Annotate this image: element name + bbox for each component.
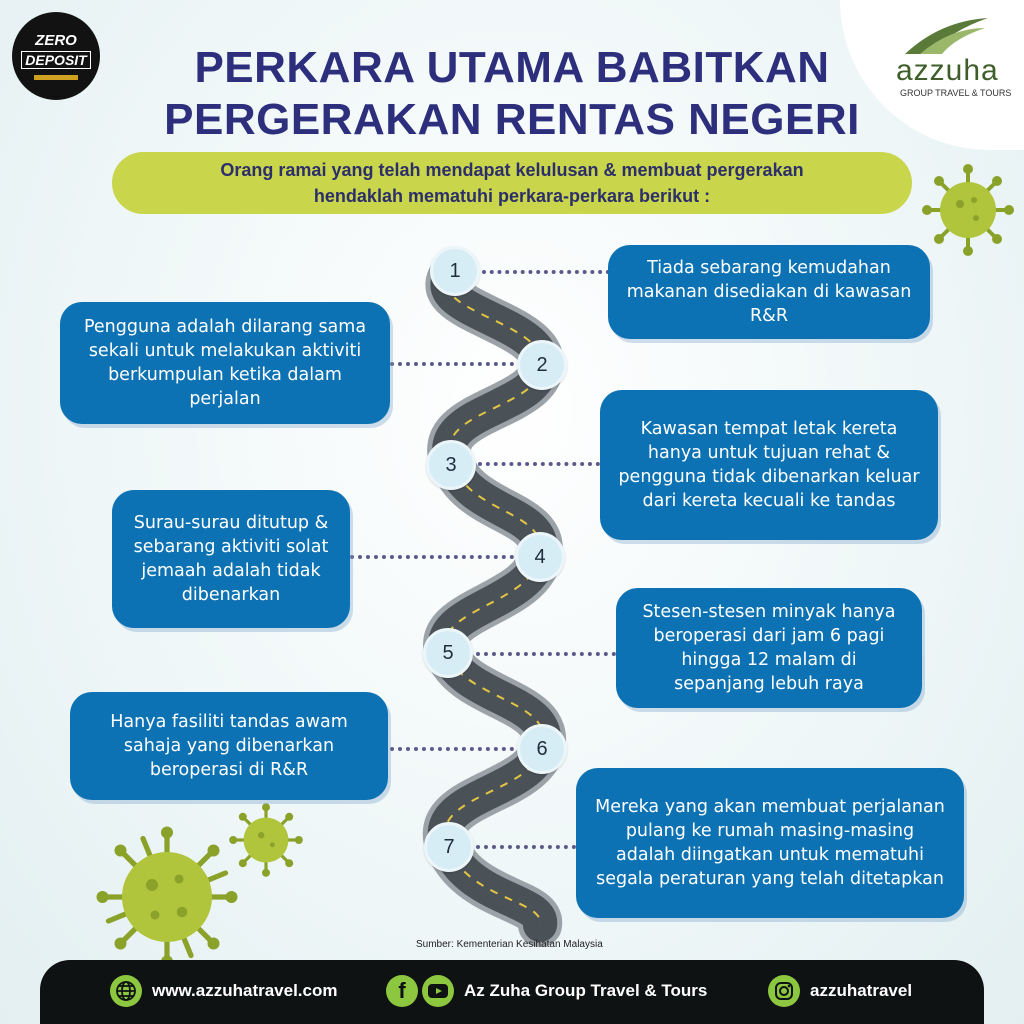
badge-line1: ZERO <box>35 32 77 49</box>
connector-2 <box>390 362 514 366</box>
source-note: Sumber: Kementerian Kesihatan Malaysia <box>416 939 603 950</box>
title-line-2: PERGERAKAN RENTAS NEGERI <box>164 95 860 144</box>
logo-tagline: GROUP TRAVEL & TOURS <box>900 88 1012 98</box>
step-number-7: 7 <box>424 822 474 872</box>
step-card-5: Stesen-stesen minyak hanya beroperasi dari jam 6 pagi hingga 12 malam di sepanjang lebuh raya <box>616 588 922 708</box>
step-card-3: Kawasan tempat letak kereta hanya untuk tujuan rehat & pengguna tidak dibenarkan keluar dari kereta kecuali ke tandas <box>600 390 938 540</box>
step-card-4: Surau-surau ditutup & sebarang aktiviti solat jemaah adalah tidak dibenarkan <box>112 490 350 628</box>
instagram-icon <box>768 975 800 1007</box>
step-number-4: 4 <box>515 532 565 582</box>
youtube-icon <box>422 975 454 1007</box>
step-number-2: 2 <box>517 340 567 390</box>
footer-social[interactable] <box>386 975 707 1007</box>
badge-line2: DEPOSIT <box>21 51 90 69</box>
connector-4 <box>350 555 514 559</box>
subtitle-text: Orang ramai yang telah mendapat kelulusan & membuat pergerakan hendaklah mematuhi perkara-perkara berikut : <box>220 160 804 206</box>
connector-5 <box>476 652 616 656</box>
step-number-5: 5 <box>423 628 473 678</box>
connector-1 <box>482 270 610 274</box>
step-card-1: Tiada sebarang kemudahan makanan disediakan di kawasan R&R <box>608 245 930 339</box>
connector-3 <box>478 462 600 466</box>
title-line-1: PERKARA UTAMA BABITKAN <box>194 43 830 92</box>
logo-name: azzuha <box>896 54 999 87</box>
connector-7 <box>476 845 576 849</box>
social-name-text: Az Zuha Group Travel & Tours <box>464 981 708 1000</box>
instagram-text: azzuhatravel <box>810 981 913 1000</box>
footer-instagram[interactable] <box>768 975 912 1007</box>
website-text: www.azzuhatravel.com <box>152 981 338 1000</box>
globe-icon <box>110 975 142 1007</box>
facebook-icon: f <box>386 975 418 1007</box>
connector-6 <box>390 747 514 751</box>
step-number-3: 3 <box>426 440 476 490</box>
step-card-7: Mereka yang akan membuat perjalanan pulang ke rumah masing-masing adalah diingatkan untuk mematuhi segala peraturan yang telah ditetapkan <box>576 768 964 918</box>
footer-website[interactable] <box>110 975 337 1007</box>
step-number-6: 6 <box>517 724 567 774</box>
step-card-6: Hanya fasiliti tandas awam sahaja yang dibenarkan beroperasi di R&R <box>70 692 388 800</box>
step-card-2: Pengguna adalah dilarang sama sekali untuk melakukan aktiviti berkumpulan ketika dalam perjalan <box>60 302 390 424</box>
step-number-1: 1 <box>430 246 480 296</box>
